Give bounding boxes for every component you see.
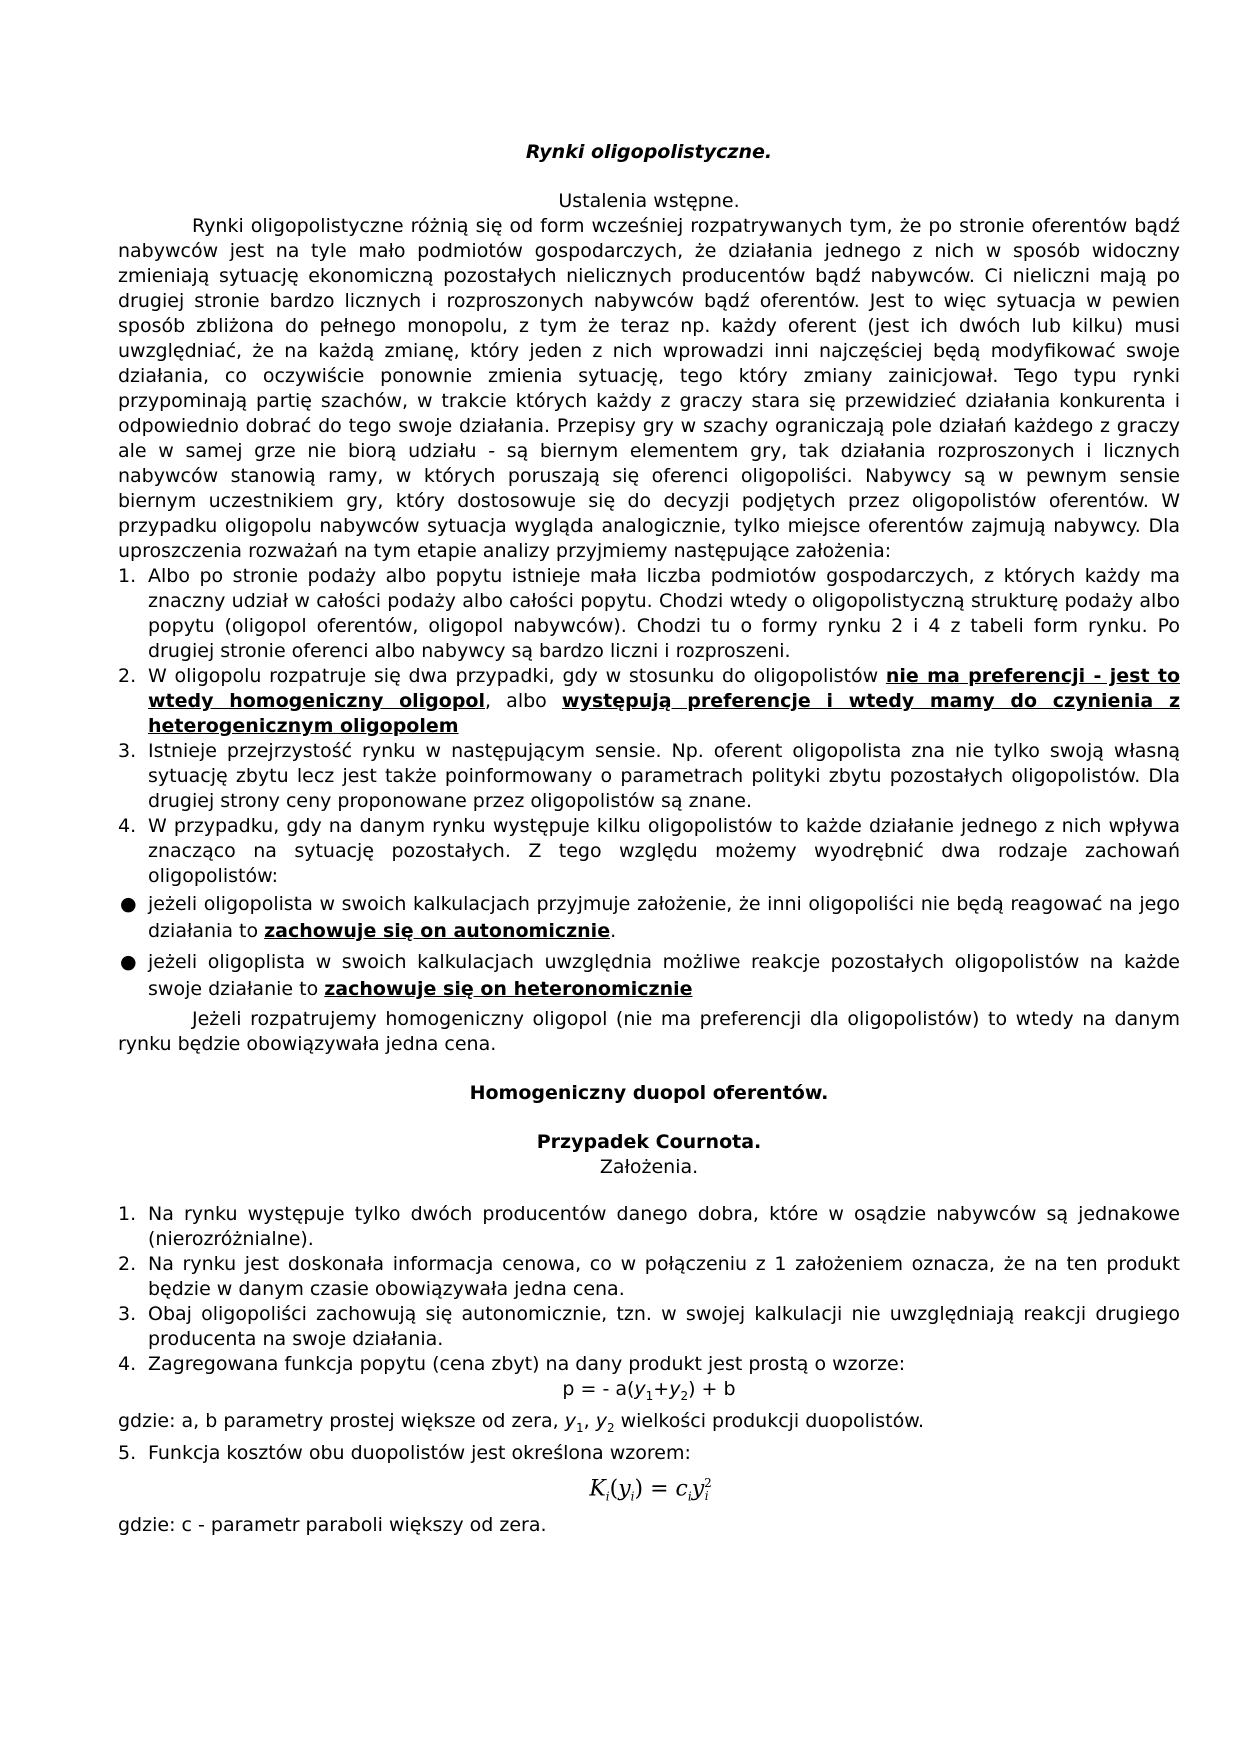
- intro-paragraph: Rynki oligopolistyczne różnią się od form wcześniej rozpatrywanych tym, że po stronie oferentów bądź nabywców jest na tyle mało podmiotów gospodarczych, że działania jednego z nich w sposób widoczny zmieniają sytuację ekonomiczną pozostałych nielicznych producentów bądź nabywców. Ci nieliczni mają po drugiej stronie bardzo licznych i rozproszonych nabywców bądź oferentów. Jest to więc sytuacja w pewien sposób zbliżona do pełnego monopolu, z tym że teraz np. każdy oferent (jest ich dwóch lub kilku) musi uwzględniać, że na każdą zmianę, który jeden z nich wprowadzi inni najczęściej będą modyfikować swoje działania, co oczywiście ponownie zmienia sytuację, tego który zmiany zainicjował. Tego typu rynki przypominają partię szachów, w trakcie których każdy z graczy stara się przewidzieć działania konkurenta i odpowiednio dobrać do tego swoje działania. Przepisy gry w szachy ograniczają pole działań każdego z graczy ale w samej grze nie biorą udziału - są biernym elementem gry, tak działania rozproszonych i licznych nabywców stanowią ramy, w których poruszają się oferenci oligopoliści. Nabywcy są w pewnym sensie biernym uczestnikiem gry, który dostosowuje się do decyzji podjętych przez oligopolistów oferentów. W przypadku oligopolu nabywców sytuacja wygląda analogicznie, tylko miejsce oferentów zajmują nabywcy. Dla uproszczenia rozważań na tym etapie analizy przyjmiemy następujące założenia:: [118, 215, 1180, 562]
- cournot-assumptions-list: [118, 1202, 1180, 1377]
- list-item: 2. W oligopolu rozpatruje się dwa przypadki, gdy w stosunku do oligopolistów nie ma preferencji - jest to wtedy homogeniczny oligopol, albo występują preferencje i wtedy mamy do czynienia z heterogenicznym oligopolem: [118, 665, 1180, 737]
- bullet-item: ● jeżeli oligoplista w swoich kalkulacjach uwzględnia możliwe reakcje pozostałych oligopolistów na każde swoje działanie to zachowuje się on heteronomicznie: [120, 951, 1180, 1000]
- subsection-heading: Przypadek Cournota.: [536, 1131, 762, 1153]
- cost-assumption-list: [118, 1441, 1180, 1466]
- document-page: [118, 140, 1180, 1538]
- underlined-term: występują preferencje i wtedy mamy do czynienia z heterogenicznym oligopolem: [148, 690, 1180, 737]
- bullet-icon: ●: [120, 951, 137, 973]
- list-item: 4. W przypadku, gdy na danym rynku występuje kilku oligopolistów to każde działanie jednego z nich wpływa znacząco na sytuację pozostałych. Z tego względu możemy wyodrębnić dwa rodzaje zachowań oligopolistów:: [118, 815, 1180, 887]
- list-item: 1. Albo po stronie podaży albo popytu istnieje mała liczba podmiotów gospodarczych, z których każdy ma znaczny udział w całości podaży albo całości popytu. Chodzi wtedy o oligopolistyczną strukturę podaży albo popytu (oligopol oferentów, oligopol nabywców). Chodzi tu o formy rynku 2 i 4 z tabeli form rynku. Po drugiej stronie oferenci albo nabywcy są bardzo liczni i rozproszeni.: [118, 565, 1180, 662]
- cost-formula: $K_i(y_i) = c_iy^2_i$: [589, 1475, 712, 1504]
- list-item: 3. Istnieje przejrzystość rynku w następującym sensie. Np. oferent oligopolista zna nie tylko swoją własną sytuację zbytu lecz jest także poinformowany o parametrach polityki zbytu pozostałych oligopolistów. Dla drugiej strony ceny proponowane przez oligopolistów są znane.: [118, 740, 1180, 812]
- demand-formula: p = - $a(y_1+y_2) + b$: [562, 1378, 736, 1403]
- list-item: 3. Obaj oligopoliści zachowują się autonomicznie, tzn. w swojej kalkulacji nie uwzględniają reakcji drugiego producenta na swoje działania.: [118, 1303, 1180, 1350]
- underlined-term: zachowuje się on autonomicznie: [264, 920, 611, 942]
- list-item: 2. Na rynku jest doskonała informacja cenowa, co w połączeniu z 1 założeniem oznacza, że na ten produkt będzie w danym czasie obowiązywała jedna cena.: [118, 1253, 1180, 1300]
- bullet-icon: ●: [120, 893, 137, 915]
- list-item: 1. Na rynku występuje tylko dwóch producentów danego dobra, które w osądzie nabywców są jednakowe (nierozróżnialne).: [118, 1203, 1180, 1250]
- cost-formula-legend: gdzie: c - parametr paraboli większy od zera.: [118, 1514, 547, 1537]
- assumptions-list: [118, 564, 1180, 889]
- underlined-term: nie ma preferencji - jest to wtedy homogeniczny oligopol: [148, 665, 1180, 712]
- subsection-subheading: Założenia.: [599, 1156, 699, 1178]
- behaviour-bullets: [118, 891, 1180, 1003]
- list-item: 4. Zagregowana funkcja popytu (cena zbyt) na dany produkt jest prostą o wzorze:: [118, 1353, 906, 1375]
- document-title: Rynki oligopolistyczne.: [525, 141, 773, 163]
- demand-formula-legend: gdzie: a, b parametry prostej większe od zera, $y_1$, $y_2$ wielkości produkcji duopolistów.: [118, 1409, 925, 1435]
- section-heading: Homogeniczny duopol oferentów.: [469, 1082, 829, 1104]
- underlined-term: zachowuje się on heteronomicznie: [324, 978, 693, 1000]
- list-item: 5. Funkcja kosztów obu duopolistów jest określona wzorem:: [118, 1441, 691, 1464]
- closing-paragraph: Jeżeli rozpatrujemy homogeniczny oligopol (nie ma preferencji dla oligopolistów) to wtedy na danym rynku będzie obowiązywała jedna cena.: [118, 1008, 1180, 1055]
- bullet-item: ● jeżeli oligopolista w swoich kalkulacjach przyjmuje założenie, że inni oligopoliści nie będą reagować na jego działania to zachowuje się on autonomicznie.: [120, 893, 1180, 942]
- intro-heading: Ustalenia wstępne.: [558, 190, 740, 212]
